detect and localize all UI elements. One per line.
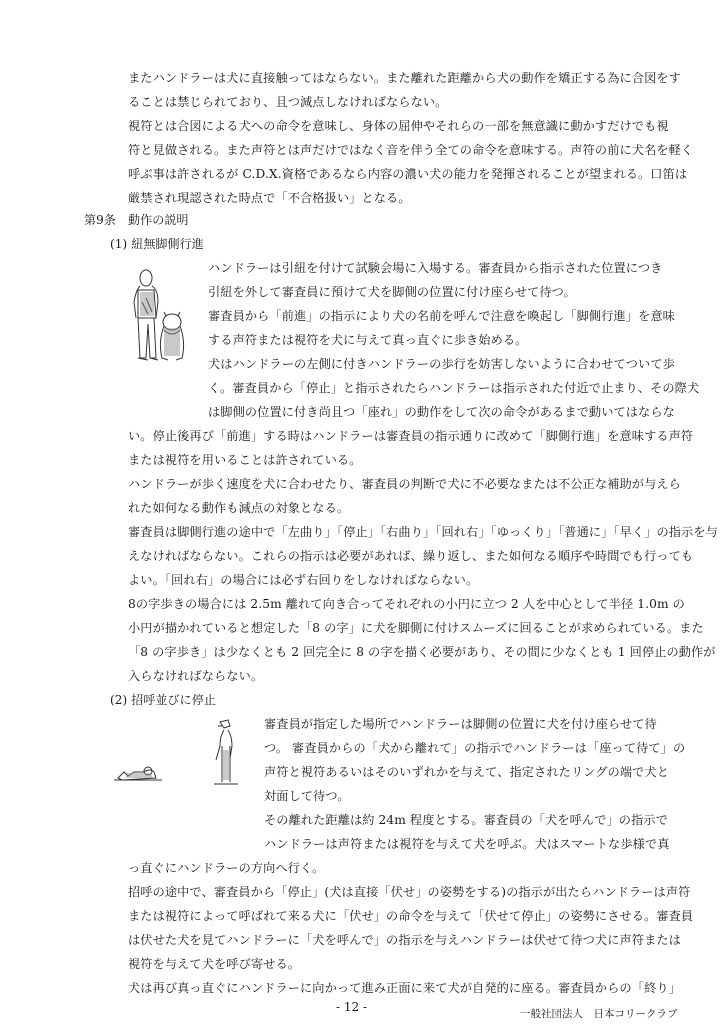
text-line: ハンドラーが歩く速度を犬に合わせたり、審査員の判断で犬に不必要なまたは不公正な補助が与えら	[128, 477, 681, 491]
text-line: よい。「回れ右」の場合には必ず右回りをしなければならない。	[128, 573, 479, 587]
text-line: する声符または視符を犬に与えて真っ直ぐに歩き始める。	[208, 333, 528, 347]
text-line: 審査員は脚側行進の途中で「左曲り」「停止」「右曲り」「回れ右」「ゆっくり」「普通に」「早く」の指示を与	[128, 525, 718, 539]
text-line: ハンドラーは引紐を付けて試験会場に入場する。審査員から指示された位置につき	[208, 261, 663, 275]
text-line: 引紐を外して審査員に預けて犬を脚側の位置に付け座らせて待つ。	[208, 285, 576, 299]
text-line: 符と見做される。また声符とは声だけではなく音を伴う全ての命令を意味する。声符の前に犬名を軽く	[128, 143, 694, 157]
text-line: 審査員から「前進」の指示により犬の名前を呼んで注意を喚起し「脚側行進」を意味	[208, 309, 675, 323]
text-line: えなければならない。これらの指示は必要があれば、繰り返し、また如何なる順序や時間でも行っても	[128, 549, 694, 563]
text-line: 対面して待つ。	[264, 789, 350, 803]
text-line: またハンドラーは犬に直接触ってはならない。また離れた距離から犬の動作を矯正する為に合図をす	[128, 71, 681, 85]
text-line: く。審査員から「停止」と指示されたらハンドラーは指示された付近で止まり、その際犬	[208, 381, 700, 395]
text-line: っ直ぐにハンドラーの方向へ行く。	[128, 861, 325, 875]
text-line: 呼ぶ事は許されるが C.D.X.資格であるなら内容の濃い犬の能力を発揮されることが望まれる。口笛は	[128, 167, 688, 181]
text-line: れた如何なる動作も減点の対象となる。	[128, 501, 350, 515]
text-line: 犬はハンドラーの左側に付きハンドラーの歩行を妨害しないように合わせてついて歩	[208, 357, 675, 371]
section-heading: (2) 招呼並びに停止	[110, 693, 216, 707]
article-heading: 第9条 動作の説明	[84, 213, 189, 227]
text-line: ハンドラーは声符または視符を与えて犬を呼ぶ。犬はスマートな歩様で真	[264, 837, 670, 851]
text-line: 招呼の途中で、審査員から「停止」(犬は直接「伏せ」の姿勢をする)の指示が出たらハンドラーは声符	[128, 885, 691, 899]
text-line: 入らなければならない。	[128, 669, 264, 683]
text-line: 犬は再び真っ直ぐにハンドラーに向かって進み正面に来て犬が自発的に座る。審査員からの「終り」	[128, 981, 681, 995]
text-line: つ。 審査員からの「犬から離れて」の指示でハンドラーは「座って待て」の	[264, 741, 686, 755]
text-line: ることは禁じられており、且つ減点しなければならない。	[128, 95, 448, 109]
text-line: 審査員が指定した場所でハンドラーは脚側の位置に犬を付け座らせて待	[264, 717, 657, 731]
text-line: 視符とは合図による犬への命令を意味し、身体の屈伸やそれらの一部を無意識に動かすだけでも視	[128, 119, 669, 133]
text-line: 声符と視符あるいはそのいずれかを与えて、指定されたリングの端で犬と	[264, 765, 669, 779]
text-line: は脚側の位置に付き尚且つ「座れ」の動作をして次の命令があるまで動いてはならな	[208, 405, 675, 419]
text-line: または視符を用いることは許されている。	[128, 453, 362, 467]
dog-lying-and-handler-standing-illustration	[110, 716, 260, 786]
handler-walking-with-dog-illustration	[124, 268, 204, 368]
text-line: 厳禁され現認された時点で「不合格扱い」となる。	[128, 191, 411, 205]
text-line: または視符によって呼ばれて来る犬に「伏せ」の命令を与えて「伏せて停止」の姿勢にさせる。審査員	[128, 909, 694, 923]
text-line: い。停止後再び「前進」する時はハンドラーは審査員の指示通りに改めて「脚側行進」を意味する声符	[128, 429, 694, 443]
page-number: - 12 -	[336, 1000, 368, 1014]
text-line: 8の字歩きの場合には 2.5m 離れて向き合ってそれぞれの小円に立つ 2 人を中心として半径 1.0m の	[128, 597, 685, 611]
organization-name: 一般社団法人 日本コリークラブ	[520, 1008, 678, 1020]
text-line: 小円が描かれていると想定した「8 の字」に犬を脚側に付けスムーズに回ることが求められている。また	[128, 621, 704, 635]
section-heading: (1) 紐無脚側行進	[110, 237, 204, 251]
text-line: は伏せた犬を見てハンドラーに「犬を呼んで」の指示を与えハンドラーは伏せて待つ犬に声符または	[128, 933, 681, 947]
text-line: その離れた距離は約 24m 程度とする。審査員の「犬を呼んで」の指示で	[264, 813, 668, 827]
text-line: 視符を与えて犬を呼び寄せる。	[128, 957, 301, 971]
text-line: 「8 の字歩き」は少なくとも 2 回完全に 8 の字を描く必要があり、その間に少なくとも 1 回停止の動作が	[128, 645, 716, 659]
